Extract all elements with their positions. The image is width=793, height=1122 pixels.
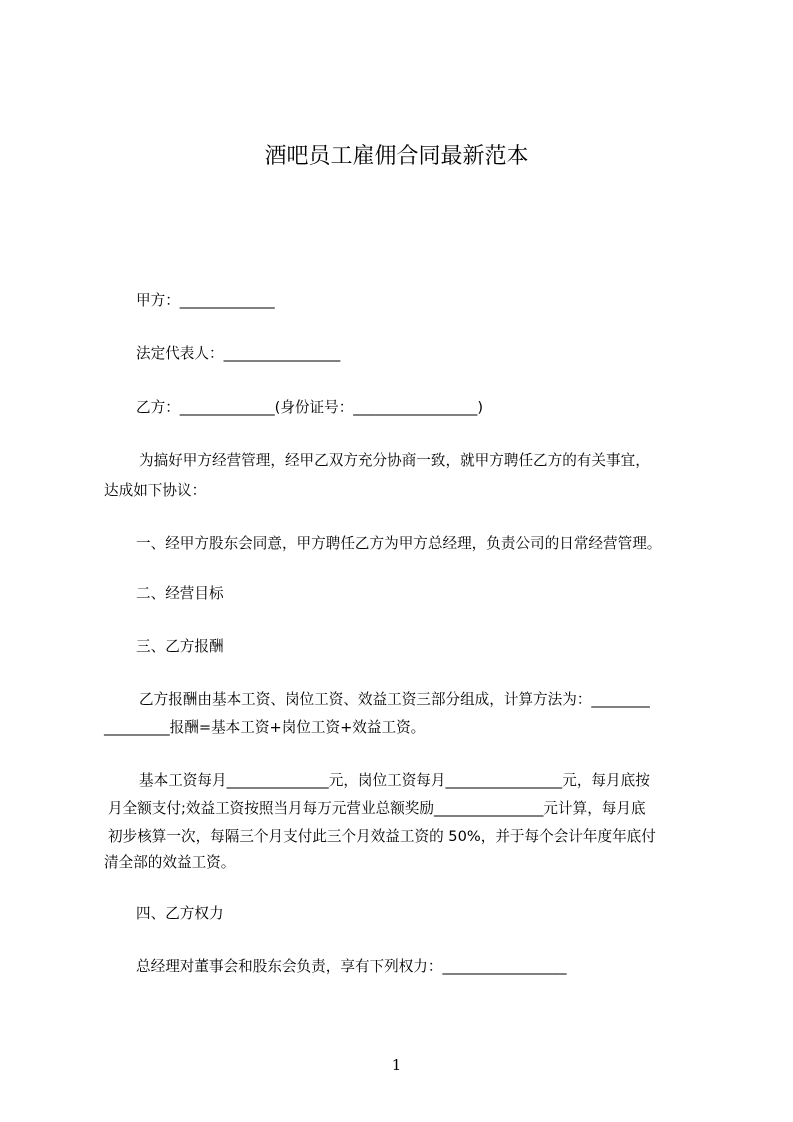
salary-paragraph-line-1: 乙方报酬由基本工资、岗位工资、效益工资三部分组成，计算方法为：________ [139,691,650,708]
party-b-line: 乙方：_____________(身份证号：_________________) [136,399,484,416]
section-heading-4: 四、乙方权力 [136,905,224,922]
intro-paragraph-line-2: 达成如下协议： [104,482,207,499]
wage-paragraph-line-1: 基本工资每月______________元，岗位工资每月________________元，每月底按 [139,772,650,789]
wage-paragraph-line-4: 清全部的效益工资。 [104,854,236,871]
document-title: 酒吧员工雇佣合同最新范本 [264,144,529,169]
clause-1: 一、经甲方股东会同意，甲方聘任乙方为甲方总经理，负责公司的日常经营管理。 [136,535,662,552]
section-heading-2: 二、经营目标 [136,585,224,602]
salary-paragraph-line-2: _________报酬=基本工资+岗位工资+效益工资。 [104,719,426,736]
page-number: 1 [391,1056,402,1074]
powers-intro-line: 总经理对董事会和股东会负责，享有下列权力：_________________ [136,958,567,975]
intro-paragraph-line-1: 为搞好甲方经营管理，经甲乙双方充分协商一致，就甲方聘任乙方的有关事宜， [139,452,650,469]
legal-representative-line: 法定代表人：________________ [136,345,341,362]
wage-paragraph-line-2: 月全额支付;效益工资按照当月每万元营业总额奖励_______________元计算，每月底 [108,800,646,817]
section-heading-3: 三、乙方报酬 [136,638,224,655]
wage-paragraph-line-3: 初步核算一次，每隔三个月支付此三个月效益工资的 50%，并于每个会计年度年底付 [108,828,656,845]
party-a-line: 甲方：_____________ [136,292,275,309]
